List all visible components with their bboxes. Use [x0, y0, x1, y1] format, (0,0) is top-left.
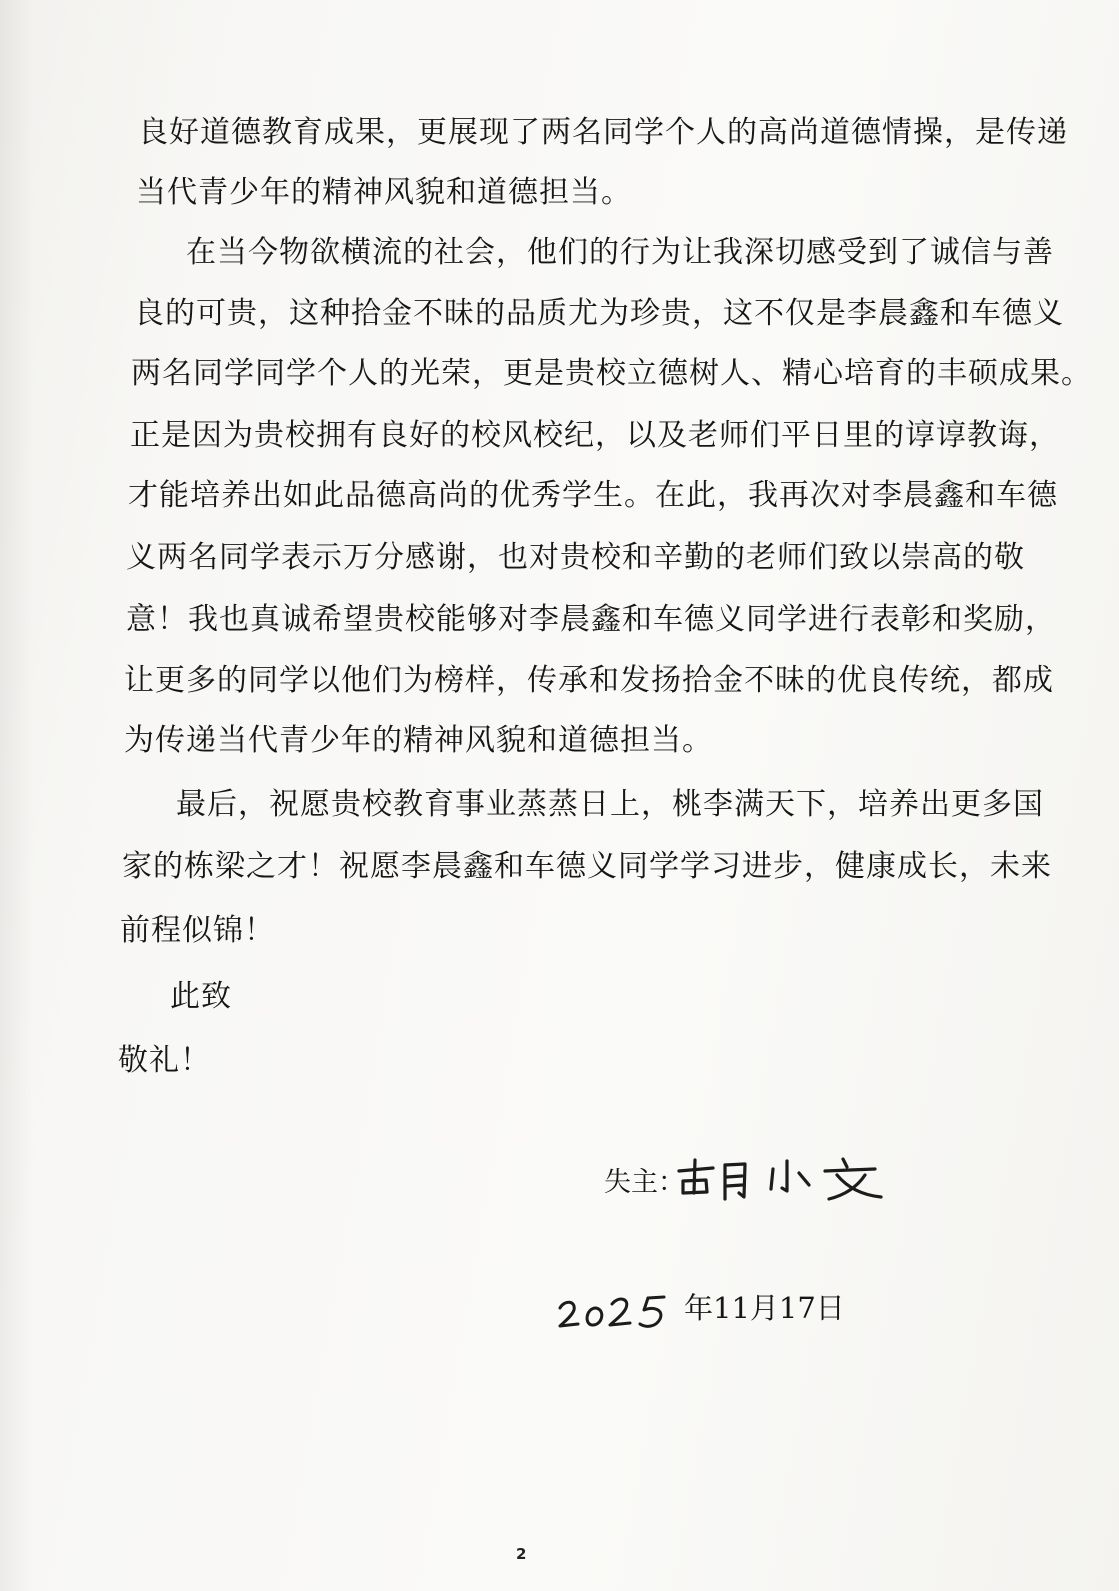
body-line-8: 义两名同学表示万分感谢，也对贵校和辛勤的老师们致以崇高的敬 [126, 540, 1025, 575]
closing-text: 此致 [170, 979, 232, 1014]
body-line-9: 意！我也真诚希望贵校能够对李晨鑫和车德义同学进行表彰和奖励， [126, 602, 1056, 637]
body-line-13: 家的栋梁之才！祝愿李晨鑫和车德义同学学习进步，健康成长，未来 [122, 849, 1052, 884]
body-line-11: 为传递当代青少年的精神风貌和道德担当。 [124, 723, 713, 758]
page-number: 2 [516, 1545, 527, 1563]
body-line-7: 才能培养出如此品德高尚的优秀学生。在此，我再次对李晨鑫和车德 [128, 478, 1058, 513]
body-line-4: 良的可贵，这种拾金不昧的品质尤为珍贵，这不仅是李晨鑫和车德义 [134, 296, 1064, 331]
handwritten-year [556, 1292, 668, 1334]
signature-label: 失主： [604, 1167, 685, 1198]
body-line-3: 在当今物欲横流的社会，他们的行为让我深切感受到了诚信与善 [186, 235, 1054, 270]
body-line-14: 前程似锦！ [120, 913, 275, 948]
body-line-2: 当代青少年的精神风貌和道德担当。 [136, 175, 632, 210]
body-line-6: 正是因为贵校拥有良好的校风校纪，以及老师们平日里的谆谆教诲， [130, 418, 1060, 453]
body-line-12: 最后，祝愿贵校教育事业蒸蒸日上，桃李满天下，培养出更多国 [176, 787, 1044, 822]
body-line-10: 让更多的同学以他们为榜样，传承和发扬拾金不昧的优良传统，都成 [124, 663, 1054, 698]
handwritten-signature [675, 1155, 890, 1205]
body-line-1: 良好道德教育成果，更展现了两名同学个人的高尚道德情操，是传递 [138, 115, 1068, 150]
salute-text: 敬礼！ [118, 1043, 211, 1078]
body-line-5: 两名同学同学个人的光荣，更是贵校立德树人、精心培育的丰硕成果。 [131, 356, 1092, 391]
date-text: 年11月17日 [684, 1291, 845, 1325]
